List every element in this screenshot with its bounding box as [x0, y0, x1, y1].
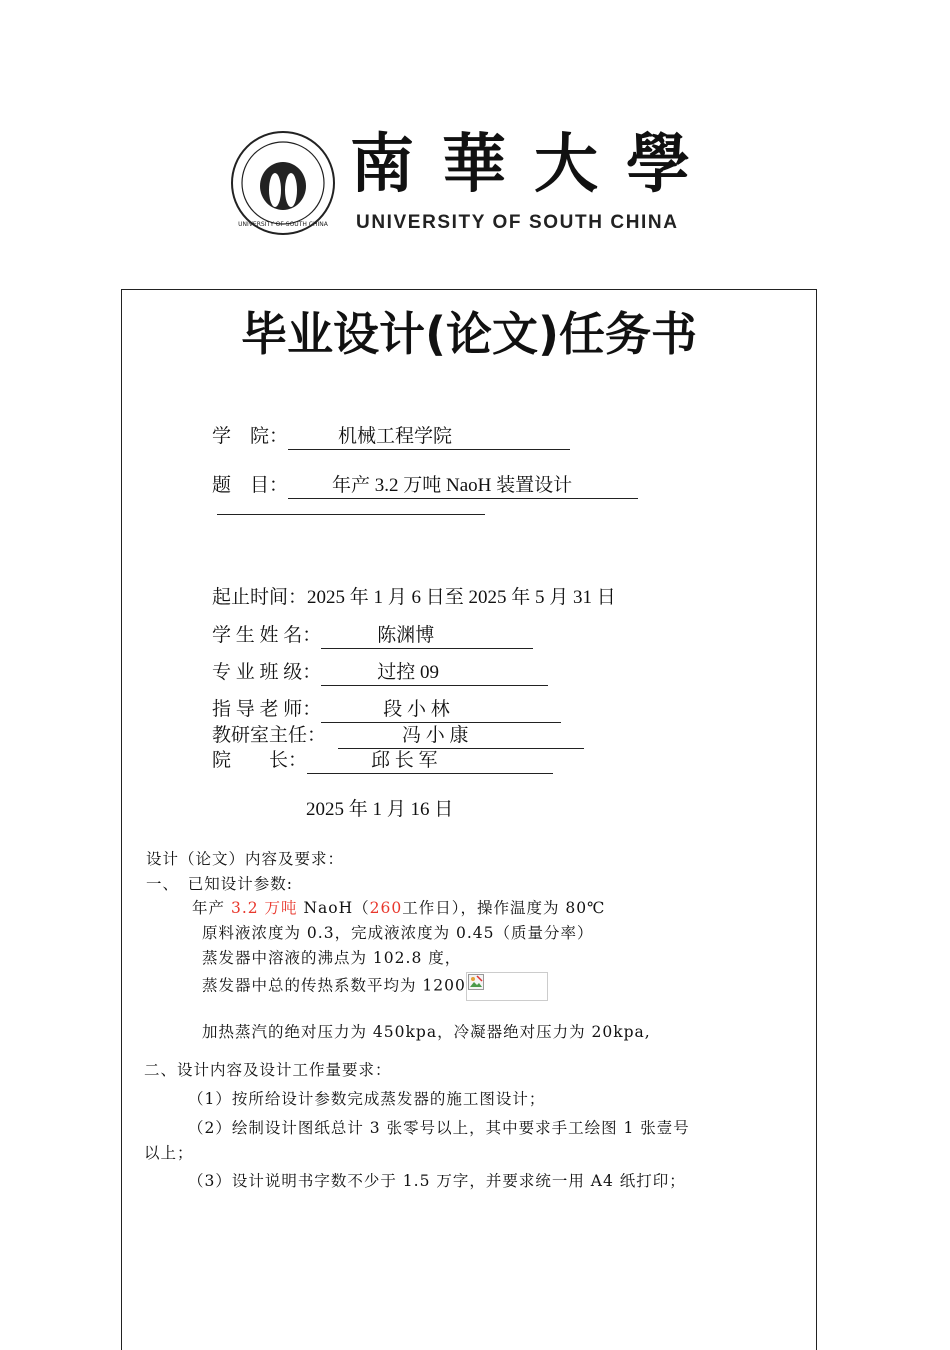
- content-heading: 设计（论文）内容及要求：: [146, 850, 345, 868]
- class-label: 专 业 班 级：: [212, 662, 322, 683]
- advisor-row: [212, 694, 561, 723]
- dean-label: 院 长：: [212, 750, 308, 771]
- section-one-title: 一、 已知设计参数:: [146, 875, 293, 893]
- section-two-title: 二、设计内容及设计工作量要求：: [144, 1061, 392, 1079]
- param-line-concentration: 原料液浓度为 0.3，完成液浓度为 0.45（质量分率）: [202, 924, 594, 942]
- requirement-2-continued: 以上；: [144, 1144, 194, 1162]
- university-seal-icon: [230, 130, 336, 236]
- university-logo: [230, 120, 730, 240]
- topic-label: 题 目：: [212, 475, 289, 496]
- broken-image-icon: [466, 972, 548, 1001]
- director-label: 教研室主任：: [212, 725, 327, 746]
- param-output-amount: 3.2 万吨: [230, 899, 298, 917]
- param-output-prefix: 年产: [192, 899, 226, 917]
- university-chinese-name: 南華大學: [350, 127, 718, 202]
- document-title: 毕业设计(论文)任务书: [240, 307, 698, 361]
- student-label: 学 生 姓 名：: [212, 625, 322, 646]
- director-value: 冯 小 康: [338, 724, 584, 749]
- issue-date: 2025 年 1 月 16 日: [306, 799, 454, 820]
- param-output-workdays: 260: [369, 899, 403, 917]
- svg-text:UNIVERSITY OF SOUTH CHINA: UNIVERSITY OF SOUTH CHINA: [238, 221, 328, 228]
- topic-continuation-line: [217, 514, 485, 515]
- advisor-value: 段 小 林: [321, 698, 561, 723]
- param-heat-coefficient-text: 蒸发器中总的传热系数平均为 1200: [202, 976, 466, 995]
- student-row: [212, 620, 533, 649]
- period-label: 起止时间：: [212, 587, 308, 608]
- requirement-2: （2）绘制设计图纸总计 3 张零号以上，其中要求手工绘图 1 张壹号: [188, 1119, 690, 1137]
- period-row: [212, 582, 616, 609]
- requirement-1: （1）按所给设计参数完成蒸发器的施工图设计；: [188, 1090, 546, 1108]
- param-output-middle: NaoH（: [297, 899, 370, 917]
- dean-value: 邱 长 军: [307, 749, 553, 774]
- class-value: 过控 09: [321, 661, 548, 686]
- requirement-3: （3）设计说明书字数不少于 1.5 万字，并要求统一用 A4 纸打印；: [188, 1172, 686, 1190]
- college-row: [212, 421, 570, 450]
- student-value: 陈渊博: [321, 624, 533, 649]
- university-english-name: UNIVERSITY OF SOUTH CHINA: [356, 212, 679, 233]
- advisor-label: 指 导 老 师：: [212, 699, 322, 720]
- param-output-suffix: 工作日），操作温度为 80℃: [402, 899, 606, 917]
- param-line-boiling-point: 蒸发器中溶液的沸点为 102.8 度，: [202, 949, 462, 967]
- param-line-pressure: 加热蒸汽的绝对压力为 450kpa，冷凝器绝对压力为 20kpa,: [202, 1023, 651, 1041]
- period-value: 2025 年 1 月 6 日至 2025 年 5 月 31 日: [307, 587, 616, 608]
- college-label: 学 院：: [212, 426, 289, 447]
- task-form-frame: [121, 289, 817, 1350]
- class-row: [212, 657, 548, 686]
- dean-row: [212, 745, 553, 774]
- topic-row: [212, 470, 638, 499]
- topic-value: 年产 3.2 万吨 NaoH 装置设计: [288, 474, 638, 499]
- college-value: 机械工程学院: [288, 425, 570, 450]
- param-line-heat-coefficient: [202, 972, 548, 1001]
- param-line-output: [192, 896, 605, 918]
